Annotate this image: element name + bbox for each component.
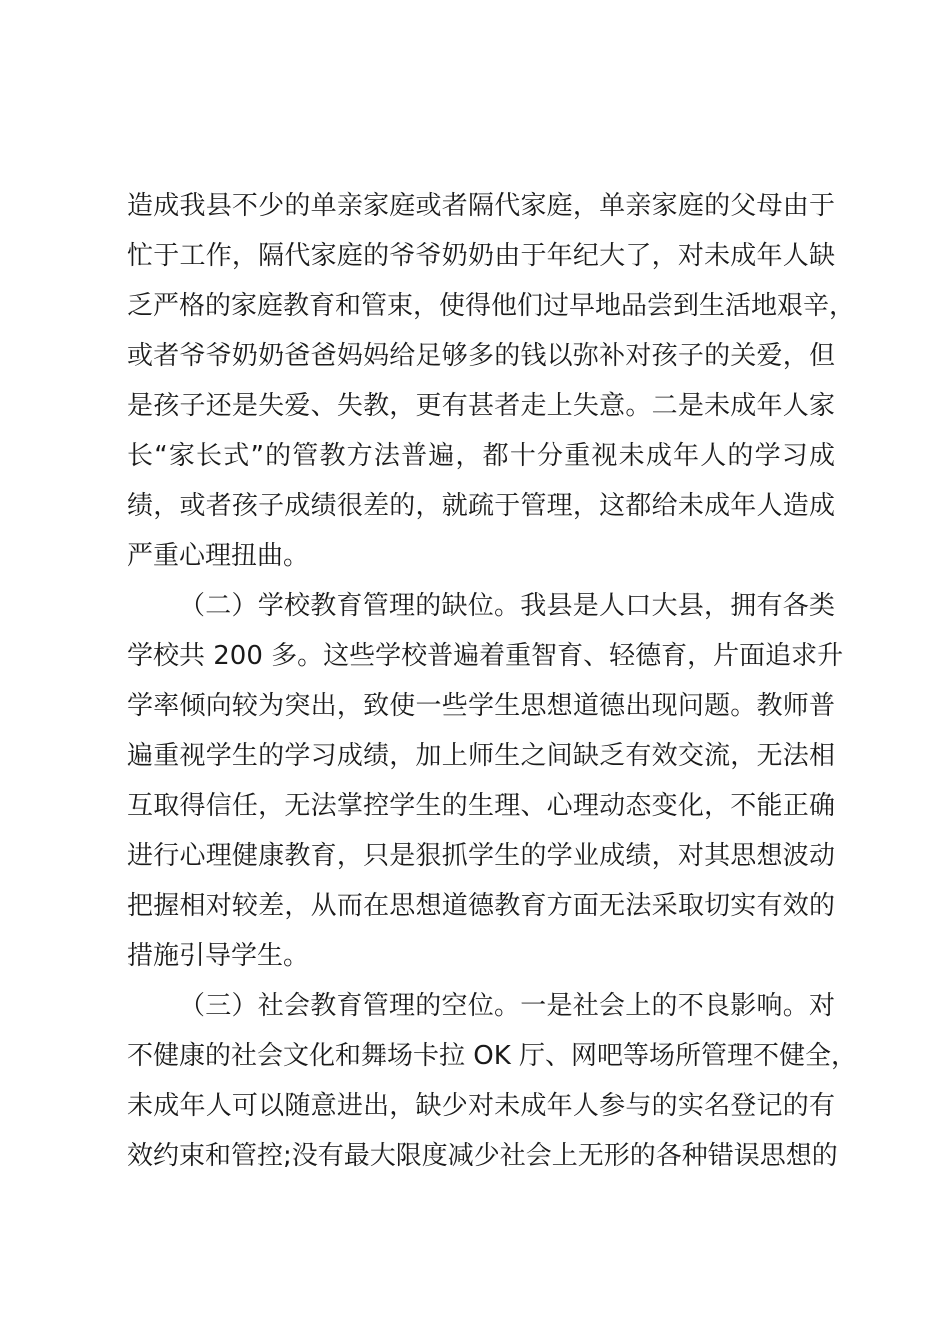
text-line: 学校共 200 多。这些学校普遍着重智育、轻德育，片面追求升 bbox=[127, 641, 844, 671]
text-line: 或者爷爷奶奶爸爸妈妈给足够多的钱以弥补对孩子的关爱，但 bbox=[127, 341, 835, 371]
paragraph-family-education bbox=[127, 181, 856, 581]
text-line: 学率倾向较为突出，致使一些学生思想道德出现问题。教师普 bbox=[127, 691, 835, 721]
text-line: 措施引导学生。 bbox=[127, 941, 310, 971]
text-line: 进行心理健康教育，只是狠抓学生的学业成绩，对其思想波动 bbox=[127, 841, 835, 871]
text-line: 遍重视学生的学习成绩，加上师生之间缺乏有效交流，无法相 bbox=[127, 741, 835, 771]
text-line: 不健康的社会文化和舞场卡拉 OK 厅、网吧等场所管理不健全， bbox=[127, 1041, 858, 1071]
text-line: 未成年人可以随意进出，缺少对未成年人参与的实名登记的有 bbox=[127, 1091, 835, 1121]
text-line: 把握相对较差，从而在思想道德教育方面无法采取切实有效的 bbox=[127, 891, 835, 921]
paragraph-school-education bbox=[127, 581, 844, 981]
text-line: 严重心理扭曲。 bbox=[127, 541, 310, 571]
text-line: 乏严格的家庭教育和管束，使得他们过早地品尝到生活地艰辛， bbox=[127, 291, 856, 321]
text-line: 是孩子还是失爱、失教，更有甚者走上失意。二是未成年人家 bbox=[127, 391, 835, 421]
text-line: 造成我县不少的单亲家庭或者隔代家庭，单亲家庭的父母由于 bbox=[127, 191, 835, 221]
text-line: （二）学校教育管理的缺位。我县是人口大县，拥有各类 bbox=[179, 591, 835, 621]
text-line: 互取得信任，无法掌控学生的生理、心理动态变化，不能正确 bbox=[127, 791, 835, 821]
text-line: 长“家长式”的管教方法普遍，都十分重视未成年人的学习成 bbox=[127, 441, 835, 471]
document-body bbox=[127, 181, 858, 1181]
text-line: 效约束和管控;没有最大限度减少社会上无形的各种错误思想的 bbox=[127, 1141, 838, 1171]
text-line: 绩，或者孩子成绩很差的，就疏于管理，这都给未成年人造成 bbox=[127, 491, 835, 521]
paragraph-social-education bbox=[127, 981, 858, 1181]
text-line: （三）社会教育管理的空位。一是社会上的不良影响。对 bbox=[179, 991, 835, 1021]
text-line: 忙于工作，隔代家庭的爷爷奶奶由于年纪大了，对未成年人缺 bbox=[127, 241, 835, 271]
